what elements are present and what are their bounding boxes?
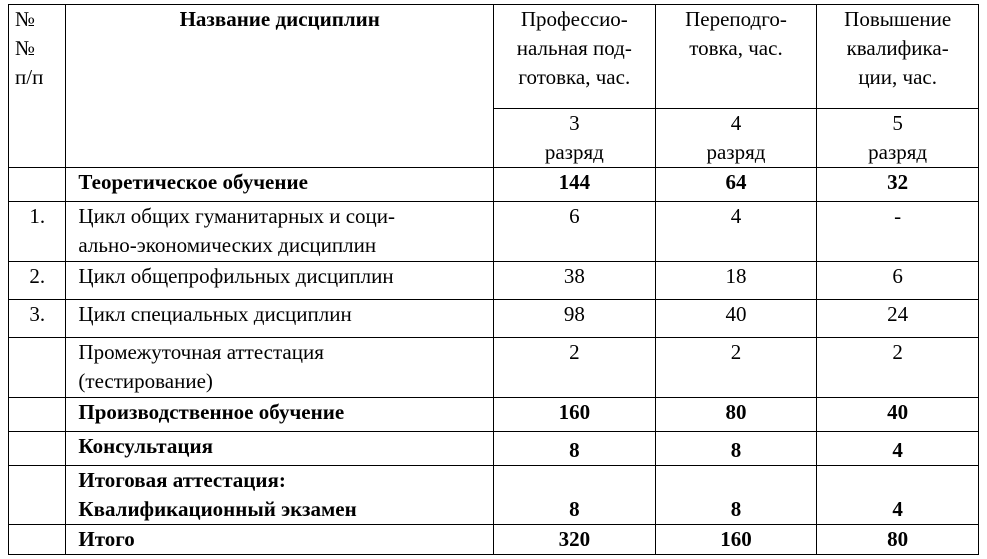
rank-number: 4 <box>730 111 742 135</box>
row-name-line: Цикл общих гуманитарных и соци- <box>78 204 396 228</box>
table-row-consultation <box>9 432 979 466</box>
header-row <box>9 5 979 109</box>
row-name-line: Итоговая аттестация: <box>78 468 286 492</box>
row-name-line: ально-экономических дисциплин <box>78 233 377 257</box>
row-num <box>9 398 66 432</box>
row-value: 2 <box>493 338 655 398</box>
row-name: Консультация <box>66 432 494 466</box>
row-value: 6 <box>493 202 655 262</box>
header-col-professional <box>493 5 655 109</box>
row-name <box>66 466 494 525</box>
row-value: 38 <box>493 262 655 300</box>
row-num <box>9 525 66 555</box>
row-value: 80 <box>655 398 817 432</box>
row-value: 8 <box>493 432 655 466</box>
rank-number: 5 <box>892 111 903 135</box>
row-name-line: (тестирование) <box>78 369 213 393</box>
header-text-line: товка, час. <box>689 36 783 60</box>
row-name: Теоретическое обучение <box>66 168 494 202</box>
table-row <box>9 262 979 300</box>
row-value: 18 <box>655 262 817 300</box>
row-value: 2 <box>817 338 979 398</box>
header-num-cell <box>9 5 66 168</box>
row-value: 144 <box>493 168 655 202</box>
row-value: 320 <box>493 525 655 555</box>
row-name <box>66 338 494 398</box>
header-col-advanced <box>817 5 979 109</box>
row-value: 40 <box>817 398 979 432</box>
row-value: 8 <box>655 432 817 466</box>
header-text-line: ции, час. <box>858 65 937 89</box>
rank-label: разряд <box>544 140 604 164</box>
row-num: 1. <box>9 202 66 262</box>
row-num: 2. <box>9 262 66 300</box>
table-row <box>9 300 979 338</box>
row-num <box>9 432 66 466</box>
header-text-line: нальная под- <box>516 36 632 60</box>
row-value: 4 <box>817 432 979 466</box>
row-value: 40 <box>655 300 817 338</box>
row-value: 160 <box>493 398 655 432</box>
rank-number: 3 <box>569 111 580 135</box>
rank-cell <box>655 109 817 168</box>
rank-cell <box>817 109 979 168</box>
row-name-line: Квалификационный экзамен <box>78 497 357 521</box>
row-value: 4 <box>817 466 979 525</box>
row-value: 80 <box>817 525 979 555</box>
row-name: Итого <box>66 525 494 555</box>
header-num-line: № <box>15 7 36 31</box>
row-value: 6 <box>817 262 979 300</box>
row-name-line: Промежуточная аттестация <box>78 340 324 364</box>
header-num-line: п/п <box>15 65 44 89</box>
row-value: 98 <box>493 300 655 338</box>
row-num <box>9 168 66 202</box>
row-value: 64 <box>655 168 817 202</box>
table-row <box>9 338 979 398</box>
row-value: 2 <box>655 338 817 398</box>
row-num <box>9 466 66 525</box>
row-value: 160 <box>655 525 817 555</box>
row-value: 8 <box>655 466 817 525</box>
curriculum-table <box>8 4 979 555</box>
row-value: - <box>817 202 979 262</box>
header-num-line: № <box>15 36 36 60</box>
rank-label: разряд <box>868 140 928 164</box>
table-row-final-exam <box>9 466 979 525</box>
row-num <box>9 338 66 398</box>
row-name <box>66 202 494 262</box>
rank-cell <box>493 109 655 168</box>
row-name: Производственное обучение <box>66 398 494 432</box>
table-row-theory <box>9 168 979 202</box>
header-text-line: квалифика- <box>846 36 949 60</box>
row-name: Цикл специальных дисциплин <box>66 300 494 338</box>
row-value: 4 <box>655 202 817 262</box>
table-row-total <box>9 525 979 555</box>
row-num: 3. <box>9 300 66 338</box>
header-text-line: Переподго- <box>685 7 787 31</box>
rank-label: разряд <box>706 140 766 164</box>
header-text-line: готовка, час. <box>518 65 631 89</box>
header-col-retraining <box>655 5 817 109</box>
header-text-line: Повышение <box>844 7 952 31</box>
header-name-cell: Название дисциплин <box>66 5 494 168</box>
table-row-practice <box>9 398 979 432</box>
row-value: 24 <box>817 300 979 338</box>
header-text-line: Профессио- <box>520 7 628 31</box>
row-name: Цикл общепрофильных дисциплин <box>66 262 494 300</box>
row-value: 8 <box>493 466 655 525</box>
row-value: 32 <box>817 168 979 202</box>
table-row <box>9 202 979 262</box>
